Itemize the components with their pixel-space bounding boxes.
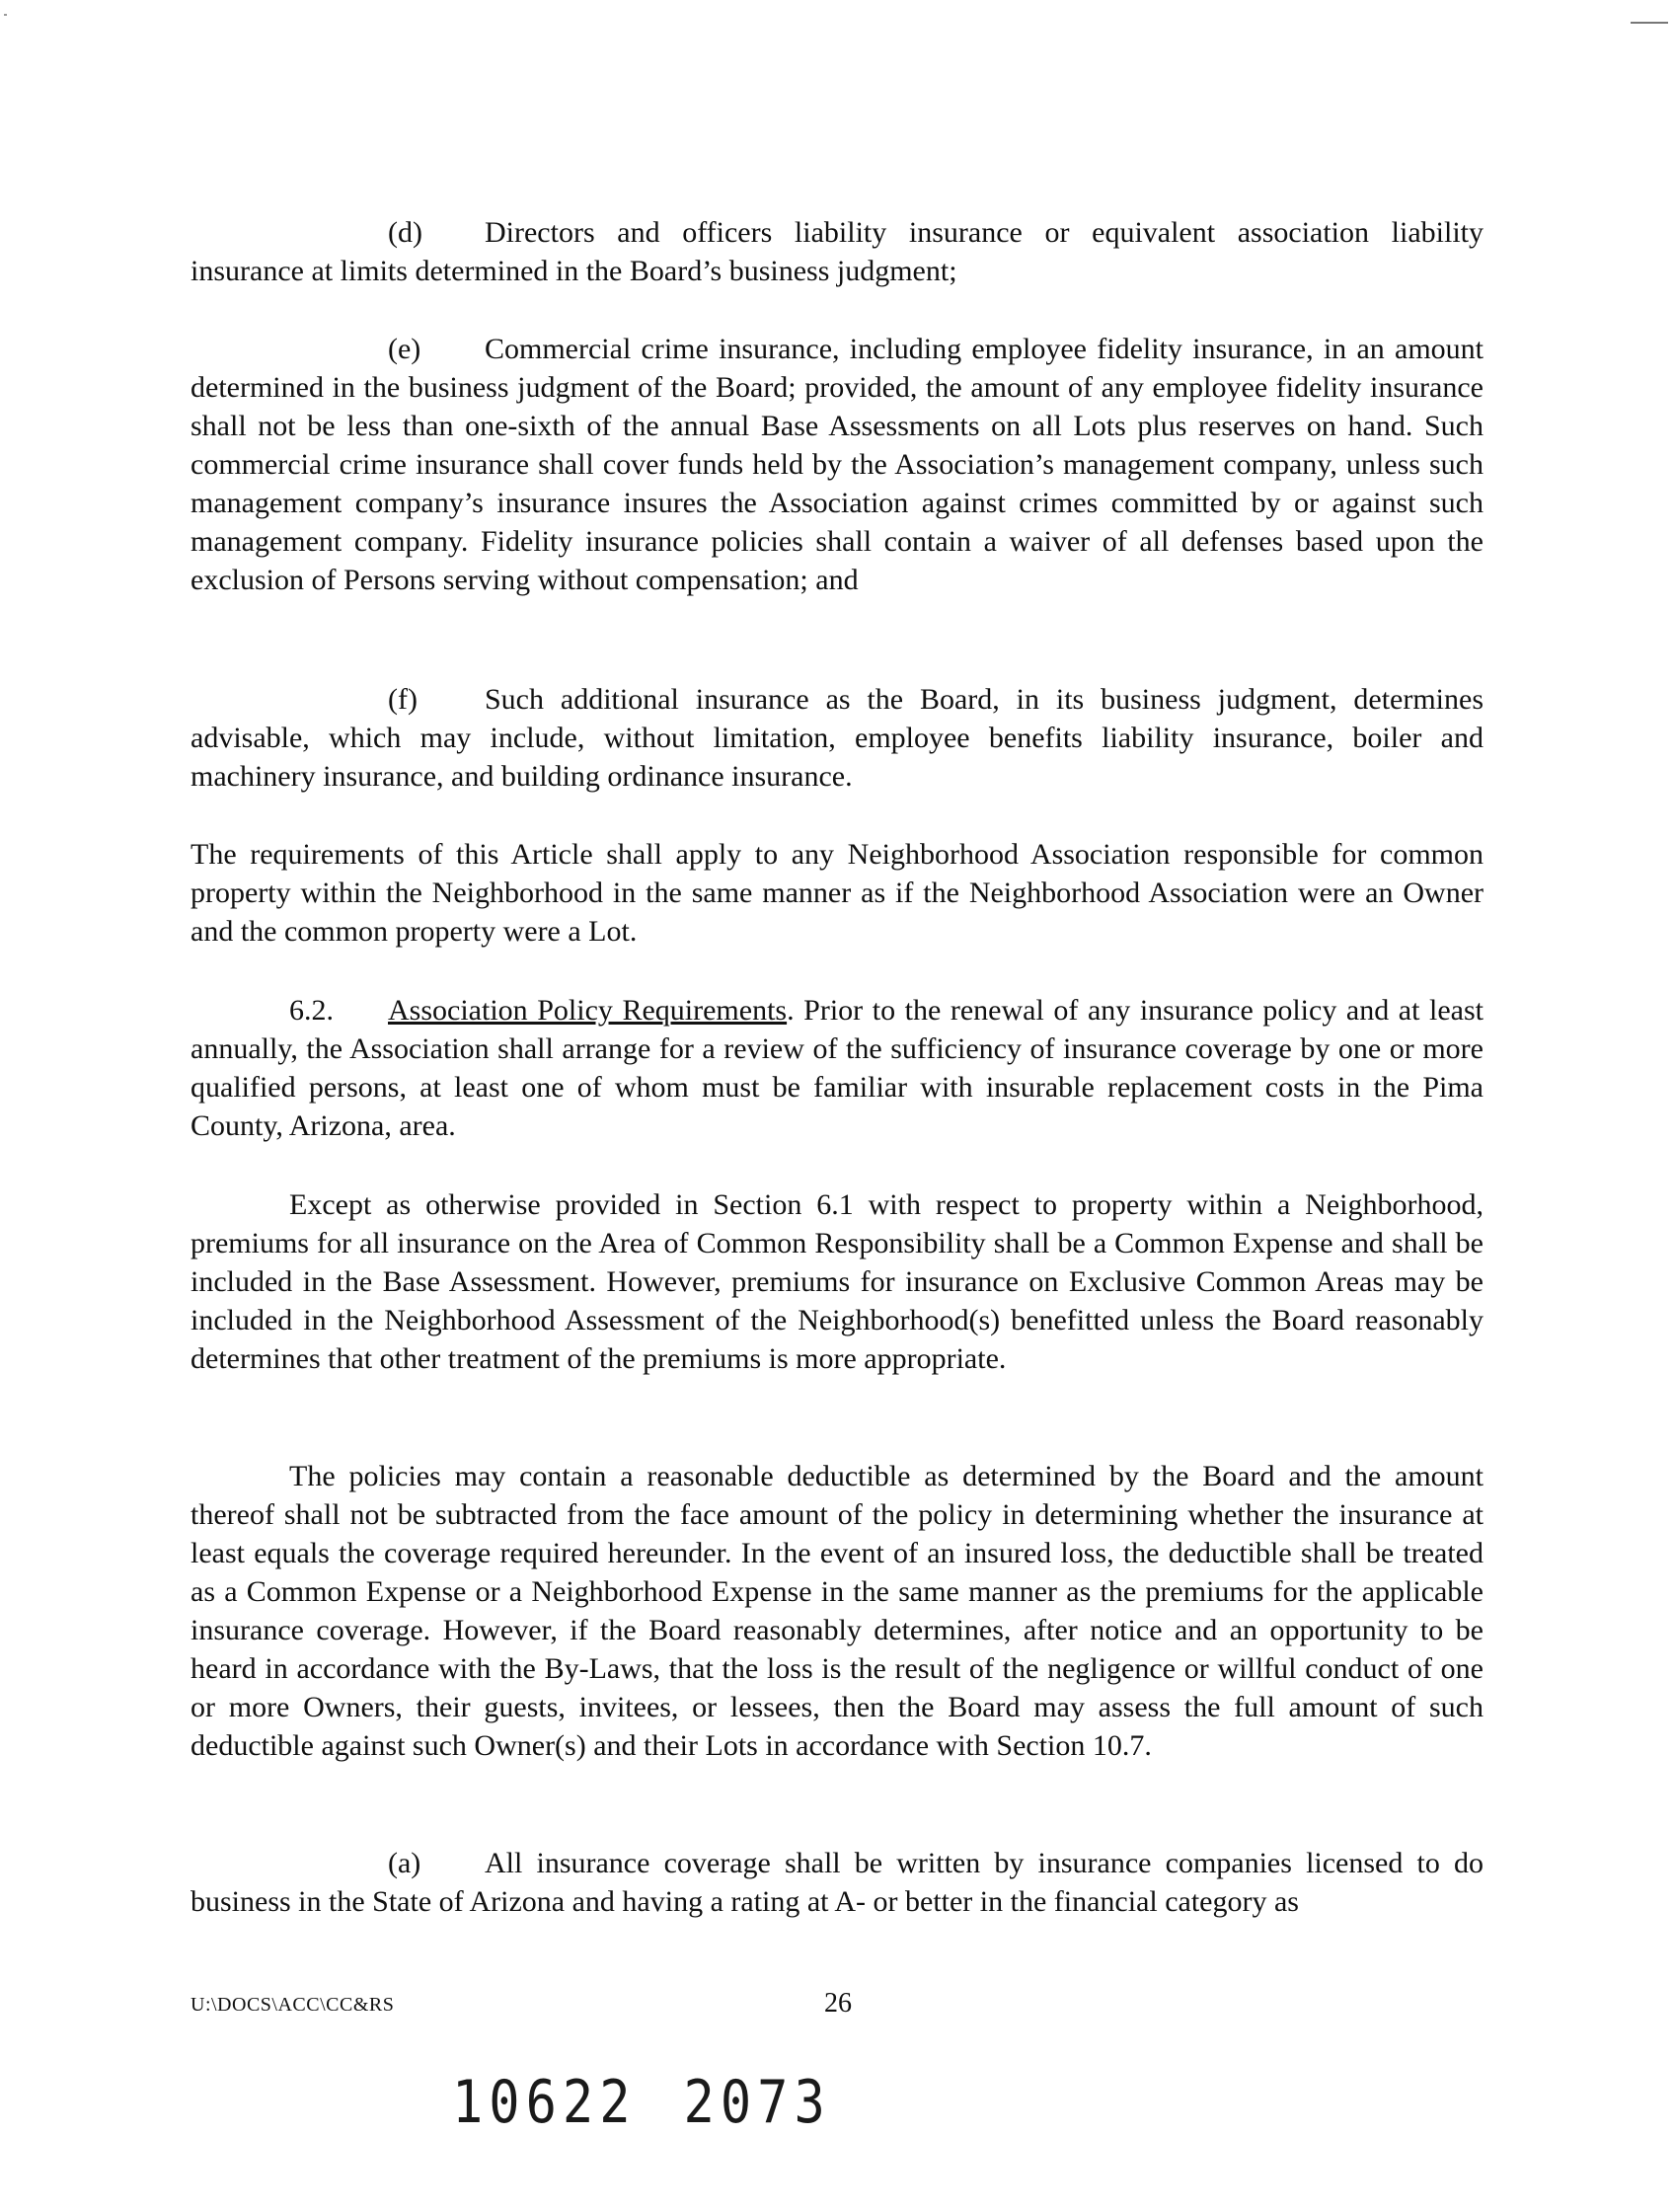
paragraph-f-text: Such additional insurance as the Board, in its business judgment, determines advisable, which may include, without limitation, employee benefits liability insurance, boiler and machinery insurance, and building ordinance insurance. <box>190 683 1484 793</box>
paragraph-a-text: All insurance coverage shall be written by insurance companies licensed to do business in the State of Arizona and having a rating at A- or better in the financial category as <box>190 1847 1484 1918</box>
recording-stamp <box>452 2069 831 2137</box>
paragraph-article-requirements: The requirements of this Article shall apply to any Neighborhood Association responsible for common property within the Neighborhood in the same manner as if the Neighborhood Association were an Owner and the common property were a Lot. <box>190 838 1484 948</box>
paragraph-d <box>190 213 1484 290</box>
footer-file-path: U:\DOCS\ACC\CC&RS <box>190 1994 395 2016</box>
stamp-book-number: 10622 <box>452 2069 637 2137</box>
stamp-page-number: 2073 <box>683 2069 831 2137</box>
section-6-2-heading: Association Policy Requirements <box>388 994 788 1027</box>
paragraph-f-label: (f) <box>388 683 418 716</box>
section-6-2-number: 6.2. <box>289 994 334 1027</box>
paragraph-d-label: (d) <box>388 216 422 249</box>
paragraph-a <box>190 1844 1484 1921</box>
section-6-2 <box>190 991 1484 1145</box>
section-6-2-text: . Prior to the renewal of any insurance policy and at least annually, the Association shall arrange for a review of the sufficiency of insurance coverage by one or more qualified persons, at least one of whom must be familiar with insurable replacement costs in the Pima County, Arizona, area. <box>190 994 1484 1142</box>
page-number: 26 <box>824 1988 852 2019</box>
paragraph-deductible: The policies may contain a reasonable deductible as determined by the Board and the amount thereof shall not be subtracted from the face amount of the policy in determining whether the insurance at least equals the coverage required hereunder. In the event of an insured loss, the deductible shall be treated as a Common Expense or a Neighborhood Expense in the same manner as the premiums for the applicable insurance coverage. However, if the Board reasonably determines, after notice and an opportunity to be heard in accordance with the By-Laws, that the loss is the result of the negligence or willful conduct of one or more Owners, their guests, invitees, or lessees, then the Board may assess the full amount of such deductible against such Owner(s) and their Lots in accordance with Section 10.7. <box>190 1460 1484 1762</box>
scan-artifact <box>1631 22 1668 24</box>
paragraph-premiums: Except as otherwise provided in Section 6.1 with respect to property within a Neighborhood, premiums for all insurance on the Area of Common Responsibility shall be a Common Expense and shall be included in the Base Assessment. However, premiums for insurance on Exclusive Common Areas may be included in the Neighborhood Assessment of the Neighborhood(s) benefitted unless the Board reasonably determines that other treatment of the premiums is more appropriate. <box>190 1188 1484 1375</box>
paragraph-d-text: Directors and officers liability insurance or equivalent association liability insurance at limits determined in the Board’s business judgment; <box>190 216 1484 287</box>
paragraph-f <box>190 680 1484 796</box>
paragraph-e <box>190 330 1484 599</box>
paragraph-a-label: (a) <box>388 1847 421 1879</box>
scan-artifact <box>4 14 7 16</box>
paragraph-e-text: Commercial crime insurance, including employee fidelity insurance, in an amount determined in the business judgment of the Board; provided, the amount of any employee fidelity insurance shall not be less than one-sixth of the annual Base Assessments on all Lots plus reserves on hand. Such commercial crime insurance shall cover funds held by the Association’s management company, unless such management company’s insurance insures the Association against crimes committed by or against such management company. Fidelity insurance policies shall contain a waiver of all defenses based upon the exclusion of Persons serving without compensation; and <box>190 333 1484 596</box>
paragraph-e-label: (e) <box>388 333 421 365</box>
